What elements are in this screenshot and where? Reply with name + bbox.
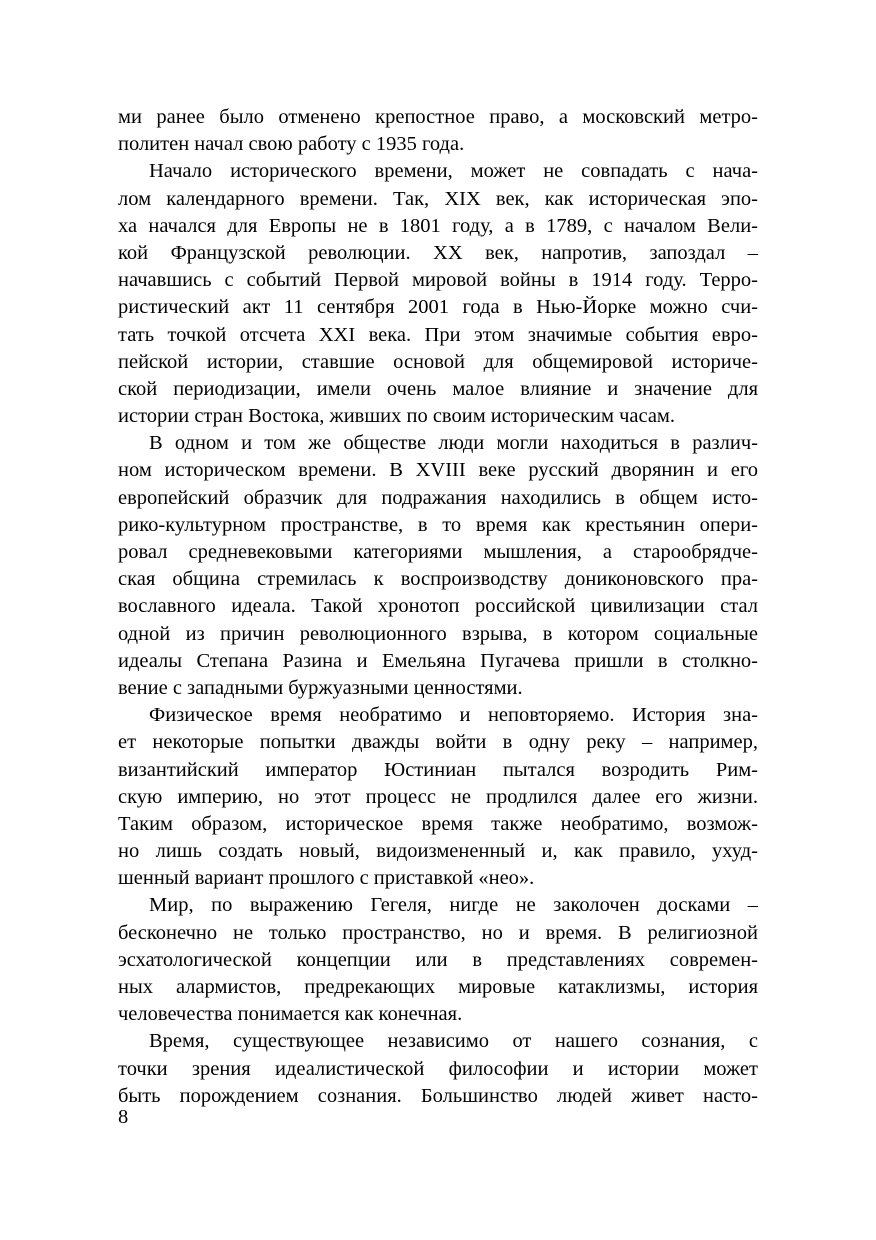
text-line: эсхатологической концепции или в представлениях современ- bbox=[118, 948, 758, 971]
text-line: кой Французской революции. XX век, напротив, запоздал – bbox=[118, 241, 758, 264]
paragraph-4 bbox=[118, 702, 758, 892]
text-line: скую империю, но этот процесс не продлился далее его жизни. bbox=[118, 785, 758, 808]
text-line: рико-культурном пространстве, в то время как крестьянин опери- bbox=[118, 513, 758, 536]
text-line: бесконечно не только пространство, но и время. В религиозной bbox=[118, 921, 758, 944]
text-line: ристический акт 11 сентября 2001 года в Нью-Йорке можно счи- bbox=[118, 296, 758, 319]
text-line: ном историческом времени. В XVIII веке русский дворянин и его bbox=[118, 459, 758, 482]
text-line: Начало исторического времени, может не совпадать с нача- bbox=[149, 160, 758, 183]
text-line: идеалы Степана Разина и Емельяна Пугачева пришли в столкно- bbox=[118, 649, 758, 672]
paragraph-3 bbox=[118, 430, 758, 702]
text-line: ской периодизации, имели очень малое влияние и значение для bbox=[118, 377, 758, 400]
text-line: ровал средневековыми категориями мышления, а старообрядче- bbox=[118, 541, 758, 563]
text-line: одной из причин революционного взрыва, в котором социальные bbox=[118, 622, 758, 645]
text-line: ми ранее было отменено крепостное право, а московский метро- bbox=[118, 106, 758, 128]
text-line: точки зрения идеалистической философии и истории может bbox=[118, 1057, 758, 1080]
text-line: но лишь создать новый, видоизмененный и, как правило, ухуд- bbox=[118, 840, 758, 863]
page-number: 8 bbox=[118, 1106, 129, 1128]
text-line: Время, существующее независимо от нашего сознания, с bbox=[149, 1030, 758, 1053]
text-line: шенный вариант прошлого с приставкой «нео». bbox=[118, 867, 535, 890]
text-line: вение с западными буржуазными ценностями. bbox=[118, 676, 523, 699]
text-line: человечества понимается как конечная. bbox=[118, 1003, 463, 1026]
paragraph-5 bbox=[118, 892, 758, 1028]
text-line: Физическое время необратимо и неповторяемо. История зна- bbox=[149, 704, 758, 727]
page-body bbox=[118, 104, 758, 1110]
text-line: тать точкой отсчета XXI века. При этом значимые события евро- bbox=[118, 323, 758, 346]
paragraph-1 bbox=[118, 104, 758, 158]
text-line: европейский образчик для подражания находились в общем исто- bbox=[118, 486, 758, 509]
text-line: ет некоторые попытки дважды войти в одну реку – например, bbox=[118, 731, 758, 754]
text-line: лом календарного времени. Так, XIX век, как историческая эпо- bbox=[118, 187, 758, 210]
paragraph-2 bbox=[118, 158, 758, 430]
text-line: Мир, по выражению Гегеля, нигде не заколочен досками – bbox=[149, 894, 758, 917]
paragraph-6 bbox=[118, 1028, 758, 1110]
text-line: вославного идеала. Такой хронотоп российской цивилизации стал bbox=[118, 595, 758, 618]
text-line: ха начался для Европы не в 1801 году, а в 1789, с началом Вели- bbox=[118, 214, 758, 237]
text-line: ская община стремилась к воспроизводству дониконовского пра- bbox=[118, 568, 758, 591]
text-line: Таким образом, историческое время также необратимо, возмож- bbox=[118, 812, 758, 835]
text-line: византийский император Юстиниан пытался возродить Рим- bbox=[118, 758, 758, 781]
text-line: начавшись с событий Первой мировой войны в 1914 году. Терро- bbox=[118, 269, 758, 292]
text-line: быть порождением сознания. Большинство людей живет насто- bbox=[118, 1084, 758, 1107]
text-line: истории стран Востока, живших по своим историческим часам. bbox=[118, 405, 676, 428]
text-line: пейской истории, ставшие основой для общемировой историче- bbox=[118, 350, 758, 373]
text-line: ных алармистов, предрекающих мировые катаклизмы, история bbox=[118, 976, 758, 998]
text-line: В одном и том же обществе люди могли находиться в различ- bbox=[149, 432, 758, 455]
text-line: политен начал свою работу с 1935 года. bbox=[118, 133, 465, 156]
